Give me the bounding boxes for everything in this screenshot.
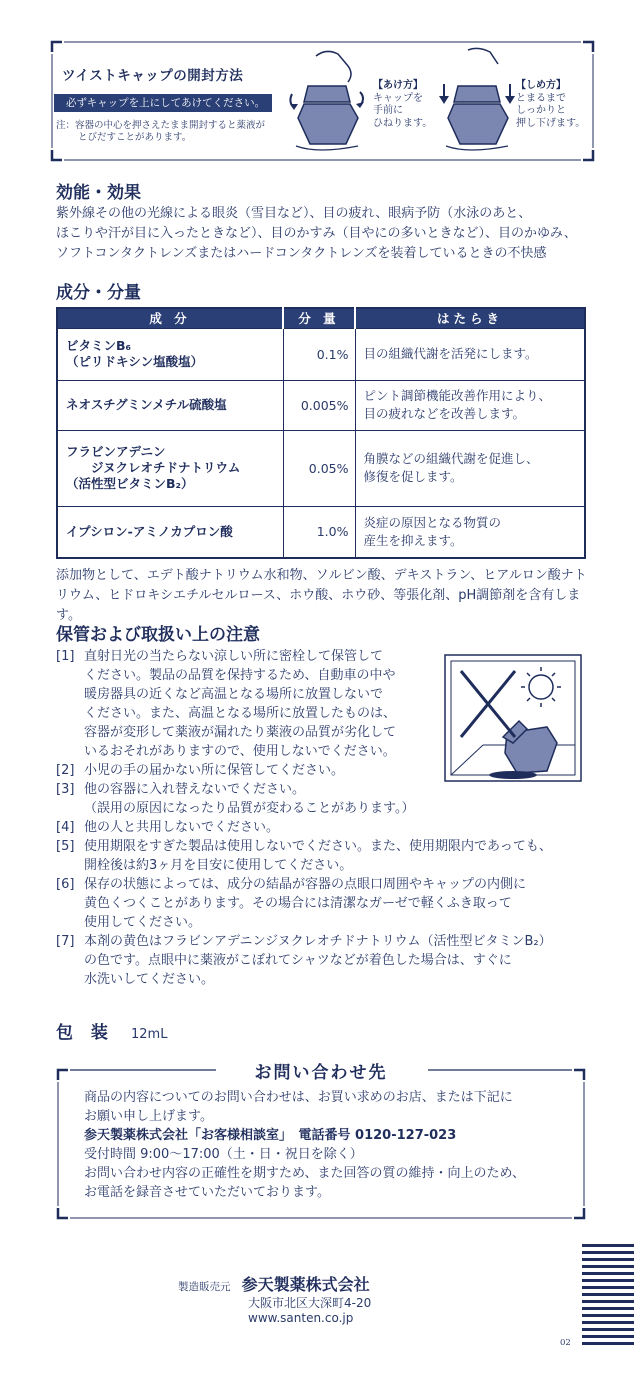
- ingredient-name: ネオスチグミンメチル硫酸塩: [57, 380, 283, 430]
- ingredient-amount: 0.05%: [283, 430, 355, 506]
- ingredient-action: 目の組織代謝を活発にします。: [355, 328, 585, 380]
- storage-heading: 保管および取扱い上の注意: [56, 625, 260, 645]
- table-header-row: [57, 308, 585, 328]
- manufacturer-url: www.santen.co.jp: [248, 1311, 354, 1325]
- ingredient-amount: 0.005%: [283, 380, 355, 430]
- col-header-ingredient: 成 分: [57, 308, 283, 328]
- table-row: [57, 380, 585, 430]
- package-label: 包 装: [56, 1023, 114, 1043]
- ingredients-heading: 成分・分量: [56, 283, 141, 303]
- ingredient-name: フラビンアデニン ジヌクレオチドナトリウム （活性型ビタミンB₂）: [57, 430, 283, 506]
- ingredient-action: 角膜などの組織代謝を促進し、 修復を促します。: [355, 430, 585, 506]
- heat-warning-illustration: [443, 653, 583, 783]
- barcode-marks: [582, 1244, 634, 1348]
- cap-instructions-badge: 必ずキャップを上にしてあけてください。: [54, 94, 272, 112]
- contact-phone: 参天製薬株式会社「お客様相談室」 電話番号 0120-127-023: [84, 1128, 457, 1143]
- efficacy-text: 紫外線その他の光線による眼炎（雪目など）、目の疲れ、眼病予防（水泳のあと、 ほこりや汗が目に入ったときなど）、目のかすみ（目やにの多いときなど）、目のかゆみ、 ソフトコンタクトレンズまたはハードコンタクトレンズを装着しているときの不快感: [56, 206, 577, 261]
- contact-body: 商品の内容についてのお問い合わせは、お買い求めのお店、または下記に お願い申し上げます。 参天製薬株式会社「お客様相談室」 電話番号 0120-127-023 受付時間 9:00〜17:00（土・日・祝日を除く） お問い合わせ内容の正確性を期すため、また回答の質の維持・向上のため、 お電話を録音させていただいております。: [84, 1088, 564, 1202]
- table-row: [57, 328, 585, 380]
- twist-cap-instructions: [50, 40, 595, 162]
- list-item: [7] 本剤の黄色はフラビンアデニンジヌクレオチドナトリウム（活性型ビタミンB₂） の色です。点眼中に薬液がこぼれてシャツなどが着色した場合は、すぐに 水洗いしてください。: [56, 934, 552, 987]
- manufacturer: [178, 1272, 370, 1295]
- ingredients-table: [56, 307, 586, 559]
- open-cap-illustration: [288, 46, 368, 158]
- close-cap-illustration: [438, 46, 518, 158]
- ingredient-name: ビタミンB₆ （ピリドキシン塩酸塩）: [57, 328, 283, 380]
- package-value: 12mL: [131, 1027, 168, 1042]
- manufacturer-address: 大阪市北区大深町4-20 www.santen.co.jp: [248, 1296, 372, 1325]
- list-item: [1] 直射日光の当たらない涼しい所に密栓して保管して ください。製品の品質を保持するため、自動車の中や 暖房器具の近くなど高温となる場所に放置しないで ください。また、高温となる場所に放置したものは、 容器が変形して薬液が漏れたり薬液の品質が劣化して いるおそれがありますので、使用しないでください。: [56, 649, 397, 759]
- cap-instructions-note: 注：容器の中心を押さえたまま開封すると薬液が とびだすことがあります。: [56, 120, 266, 143]
- list-item: [2] 小児の手の届かない所に保管してください。: [56, 763, 345, 778]
- additives-text: 添加物として、エデト酸ナトリウム水和物、ソルビン酸、デキストラン、ヒアルロン酸ナト リウム、ヒドロキシエチルセルロース、ホウ酸、ホウ砂、等張化剤、pH調節剤を含有します。: [56, 568, 587, 623]
- table-row: [57, 506, 585, 558]
- list-item: [3] 他の容器に入れ替えないでください。 （誤用の原因になったり品質が変わることがあります。）: [56, 782, 415, 816]
- ingredient-action: ピント調節機能改善作用により、 目の疲れなどを改善します。: [355, 380, 585, 430]
- manufacturer-name: 参天製薬株式会社: [241, 1275, 370, 1294]
- contact-title: お問い合わせ先: [254, 1063, 388, 1083]
- cap-instructions-title: ツイストキャップの開封方法: [62, 68, 244, 84]
- list-item: [5] 使用期限をすぎた製品は使用しないでください。また、使用期限内であっても、 開栓後は約3ヶ月を目安に使用してください。: [56, 839, 552, 873]
- ingredient-action: 炎症の原因となる物質の 産生を抑えます。: [355, 506, 585, 558]
- table-row: [57, 430, 585, 506]
- close-method-label: 【しめ方】 とまるまで しっかりと 押し下げます。: [516, 80, 586, 129]
- ingredient-name: イプシロン-アミノカプロン酸: [57, 506, 283, 558]
- col-header-action: はたらき: [355, 308, 585, 328]
- manufacturer-label: 製造販売元: [178, 1281, 231, 1293]
- contact-box: [56, 1058, 586, 1220]
- col-header-amount: 分 量: [283, 308, 355, 328]
- page-number: 02: [560, 1338, 571, 1348]
- list-item: [6] 保存の状態によっては、成分の結晶が容器の点眼口周囲やキャップの内側に 黄色くつくことがあります。その場合には清潔なガーゼで軽くふき取って 使用してください。: [56, 877, 527, 930]
- efficacy-heading: 効能・効果: [56, 183, 141, 203]
- package-info: [56, 1018, 167, 1043]
- list-item: [4] 他の人と共用しないでください。: [56, 820, 280, 835]
- open-method-label: 【あけ方】 キャップを 手前に ひねります。: [373, 80, 433, 129]
- ingredient-amount: 1.0%: [283, 506, 355, 558]
- ingredient-amount: 0.1%: [283, 328, 355, 380]
- contact-hours: 受付時間 9:00〜17:00（土・日・祝日を除く）: [84, 1147, 363, 1162]
